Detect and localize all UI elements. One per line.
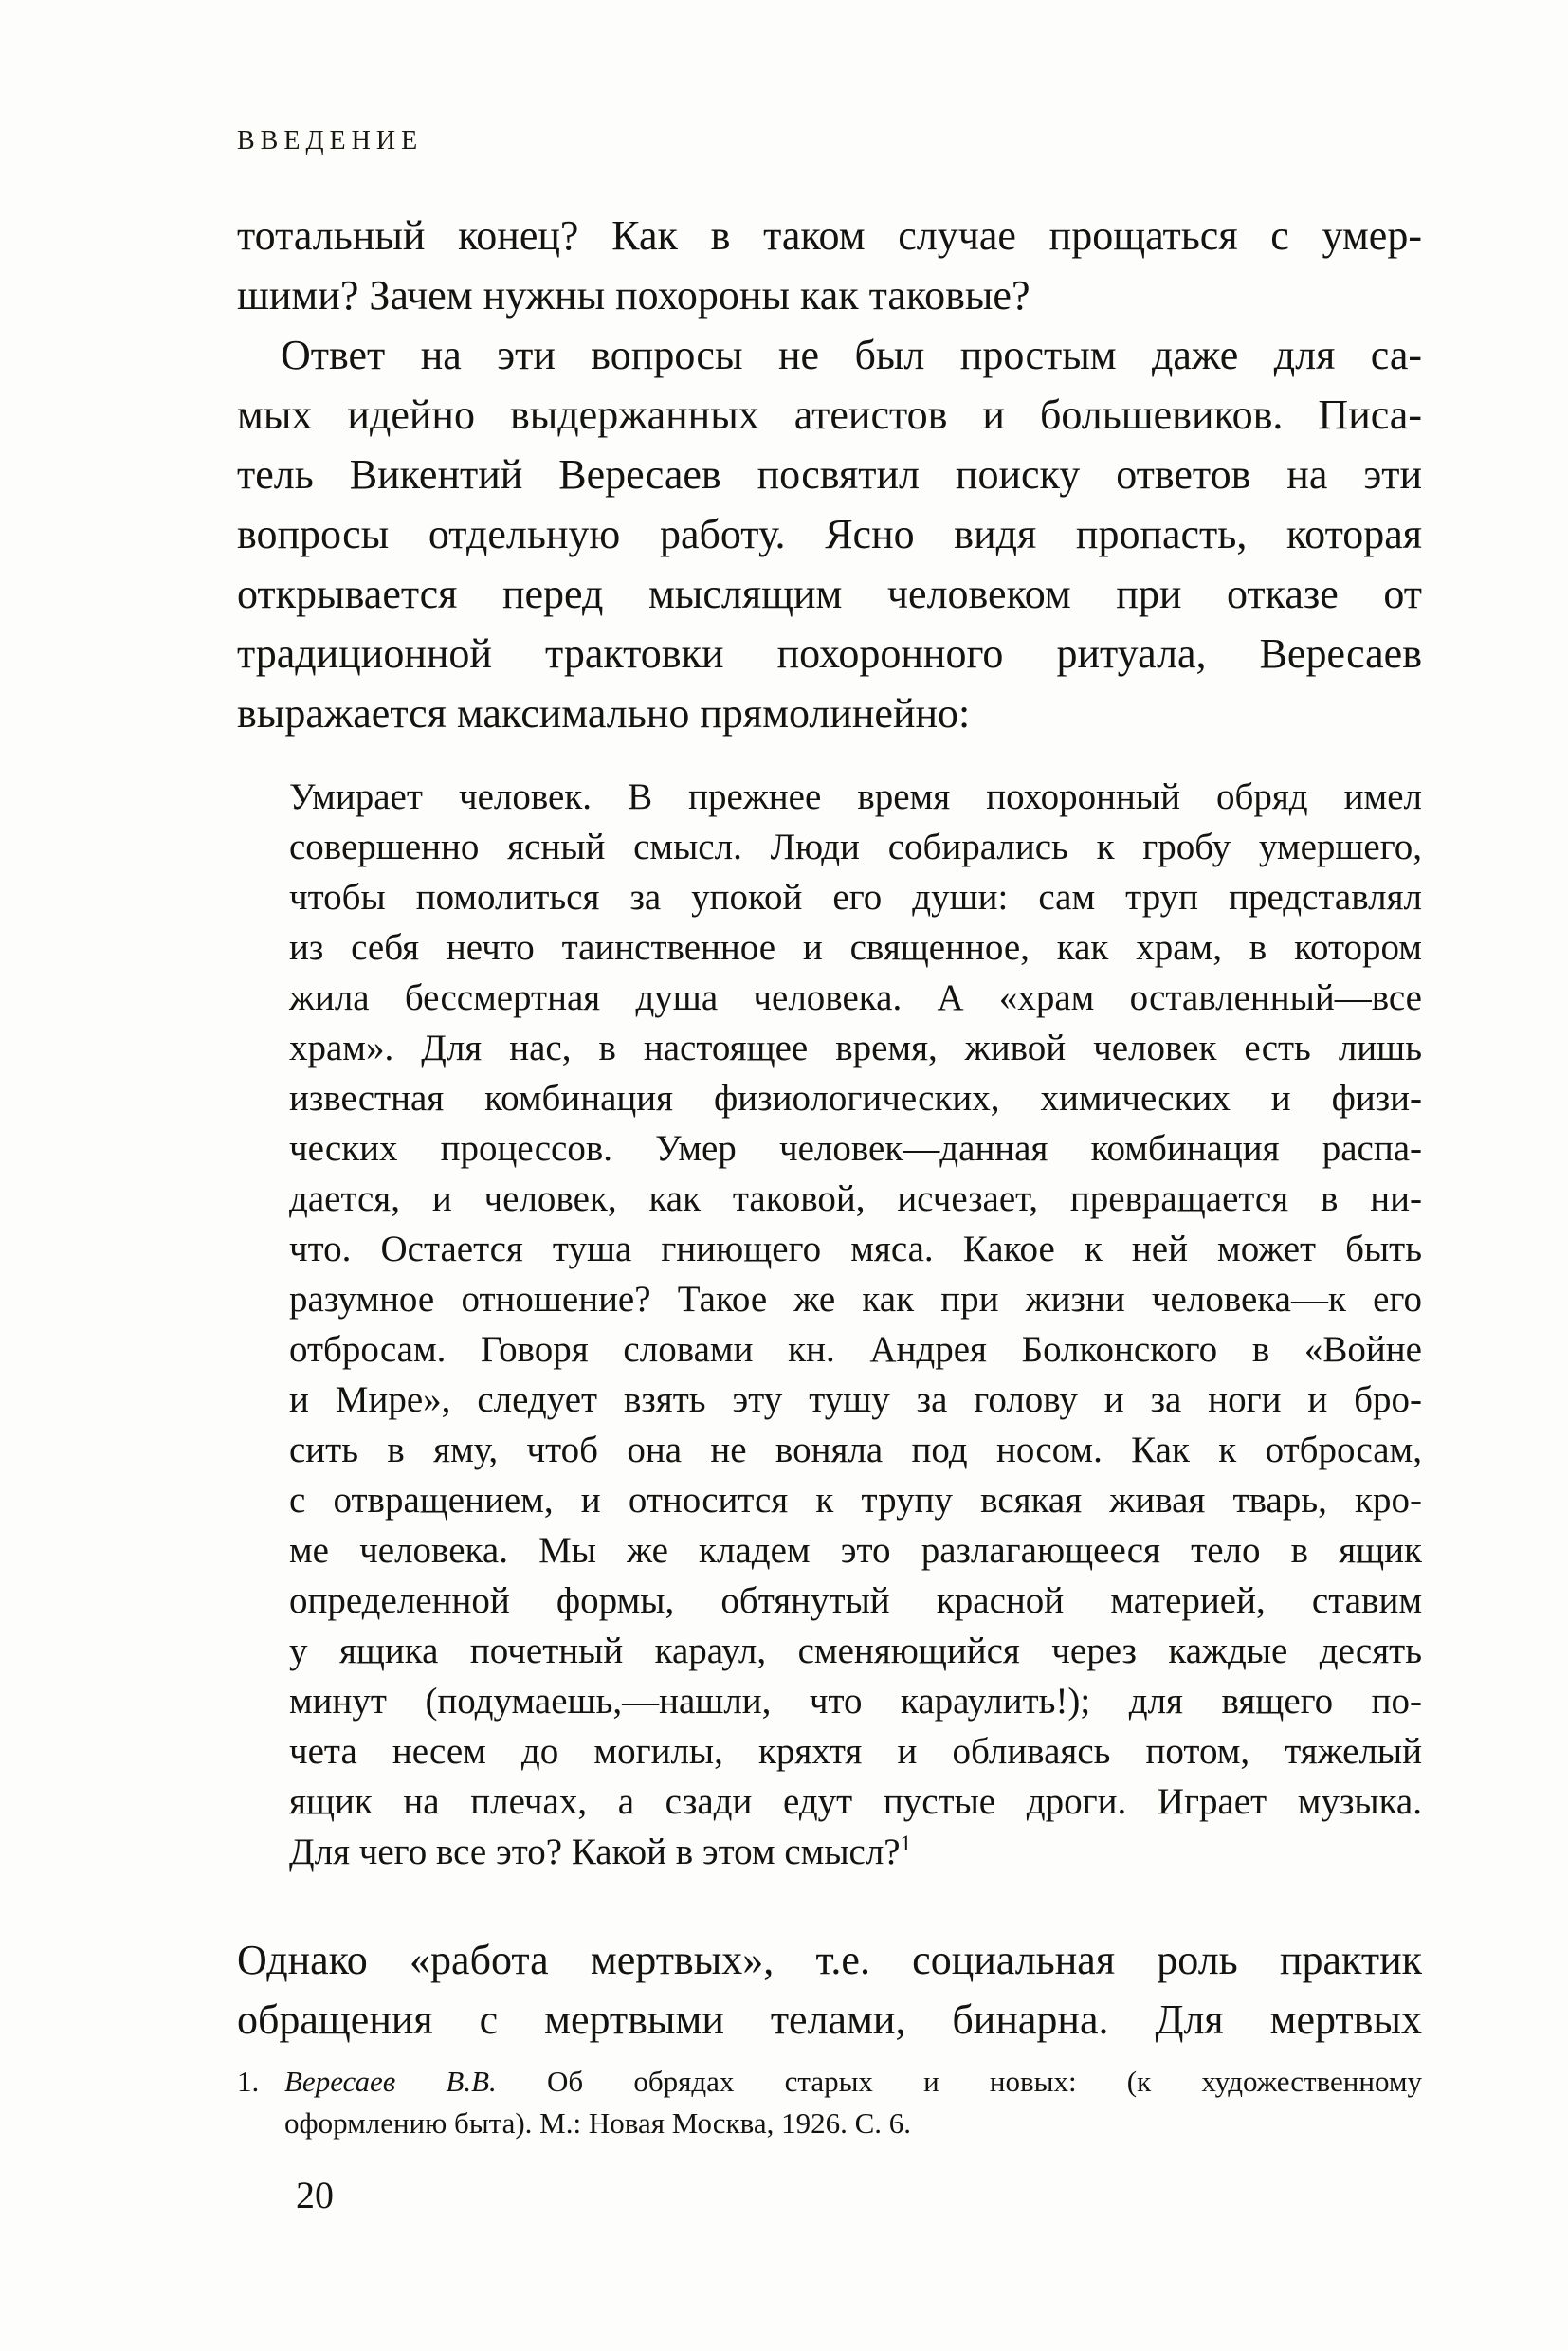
footnote-line-1 <box>284 2061 1422 2103</box>
text-line: традиционной трактовки похоронного ритуала, Вересаев <box>237 630 1422 677</box>
block-quote <box>237 772 1422 1877</box>
text-line: дается, и человек, как таковой, исчезает, превращается в ни- <box>289 1178 1422 1219</box>
footnote-reference-mark: 1 <box>900 1832 912 1856</box>
text-line: ящик на плечах, а сзади едут пустые дроги. Играет музыка. <box>289 1781 1422 1822</box>
footnote-line-2: оформлению быта). М.: Новая Москва, 1926. С. 6. <box>284 2106 912 2140</box>
closing-paragraph <box>237 1930 1422 2050</box>
text-line: ческих процессов. Умер человек—данная комбинация распа- <box>289 1128 1422 1169</box>
text-line: шими? Зачем нужны похороны как таковые? <box>237 272 1030 319</box>
text-line: Ответ на эти вопросы не был простым даже для са- <box>281 332 1422 378</box>
text-line: чтобы помолиться за упокой его души: сам труп представлял <box>289 877 1422 918</box>
text-line: из себя нечто таинственное и священное, как храм, в котором <box>289 927 1422 968</box>
text-line: жила бессмертная душа человека. А «храм оставленный—все <box>289 977 1422 1018</box>
text-line: храм». Для нас, в настоящее время, живой человек есть лишь <box>289 1028 1422 1068</box>
running-head: ВВЕДЕНИЕ <box>237 126 424 155</box>
text-line: минут (подумаешь,—нашли, что караулить!); для вящего по- <box>289 1681 1422 1722</box>
text-line: и Мире», следует взять эту тушу за голову и за ноги и бро- <box>289 1379 1422 1420</box>
page-number: 20 <box>296 2174 334 2216</box>
text-line: Однако «работа мертвых», т.е. социальная роль практик <box>237 1937 1422 1983</box>
quote-lines <box>289 772 1422 1827</box>
text-line: чета несем до могилы, кряхтя и обливаясь потом, тяжелый <box>289 1731 1422 1772</box>
footnote-title: Об обрядах старых и новых: (к художественному <box>547 2065 1422 2098</box>
text-line: ме человека. Мы же кладем это разлагающееся тело в ящик <box>289 1530 1422 1571</box>
quote-last-line <box>289 1827 1422 1877</box>
text-line: выражается максимально прямолинейно: <box>237 690 971 737</box>
text-line: мых идейно выдержанных атеистов и большевиков. Писа- <box>237 392 1422 438</box>
text-line: открывается перед мыслящим человеком при отказе от <box>237 571 1422 617</box>
text-line: у ящика почетный караул, сменяющийся через каждые десять <box>289 1631 1422 1671</box>
paragraph-1 <box>237 206 1422 325</box>
text-line: разумное отношение? Такое же как при жизни человека—к его <box>289 1279 1422 1320</box>
paragraph-2 <box>237 325 1422 743</box>
text-line: вопросы отдельную работу. Ясно видя пропасть, которая <box>237 511 1422 557</box>
text-line: тель Викентий Вересаев посвятил поиску ответов на эти <box>237 451 1422 498</box>
text-line: Умирает человек. В прежнее время похоронный обряд имел <box>289 776 1422 817</box>
footnote <box>237 2061 1422 2144</box>
text-line: тотальный конец? Как в таком случае прощаться с умер- <box>237 212 1422 259</box>
text-line: обращения с мертвыми телами, бинарна. Для мертвых <box>237 1996 1422 2043</box>
text-line: с отвращением, и относится к трупу всякая живая тварь, кро- <box>289 1480 1422 1521</box>
text-line: совершенно ясный смысл. Люди собирались к гробу умершего, <box>289 827 1422 867</box>
text-line: определенной формы, обтянутый красной материей, ставим <box>289 1580 1422 1621</box>
text-line: известная комбинация физиологических, химических и физи- <box>289 1078 1422 1119</box>
text-line: отбросам. Говоря словами кн. Андрея Болконского в «Войне <box>289 1329 1422 1370</box>
quote-last-line-text: Для чего все это? Какой в этом смысл? <box>289 1832 901 1872</box>
footnote-author: Вересаев В.В. <box>284 2065 497 2098</box>
footnote-number: 1. <box>237 2065 260 2098</box>
text-line: сить в яму, чтоб она не воняла под носом. Как к отбросам, <box>289 1430 1422 1470</box>
text-line: что. Остается туша гниющего мяса. Какое к ней может быть <box>289 1229 1422 1269</box>
